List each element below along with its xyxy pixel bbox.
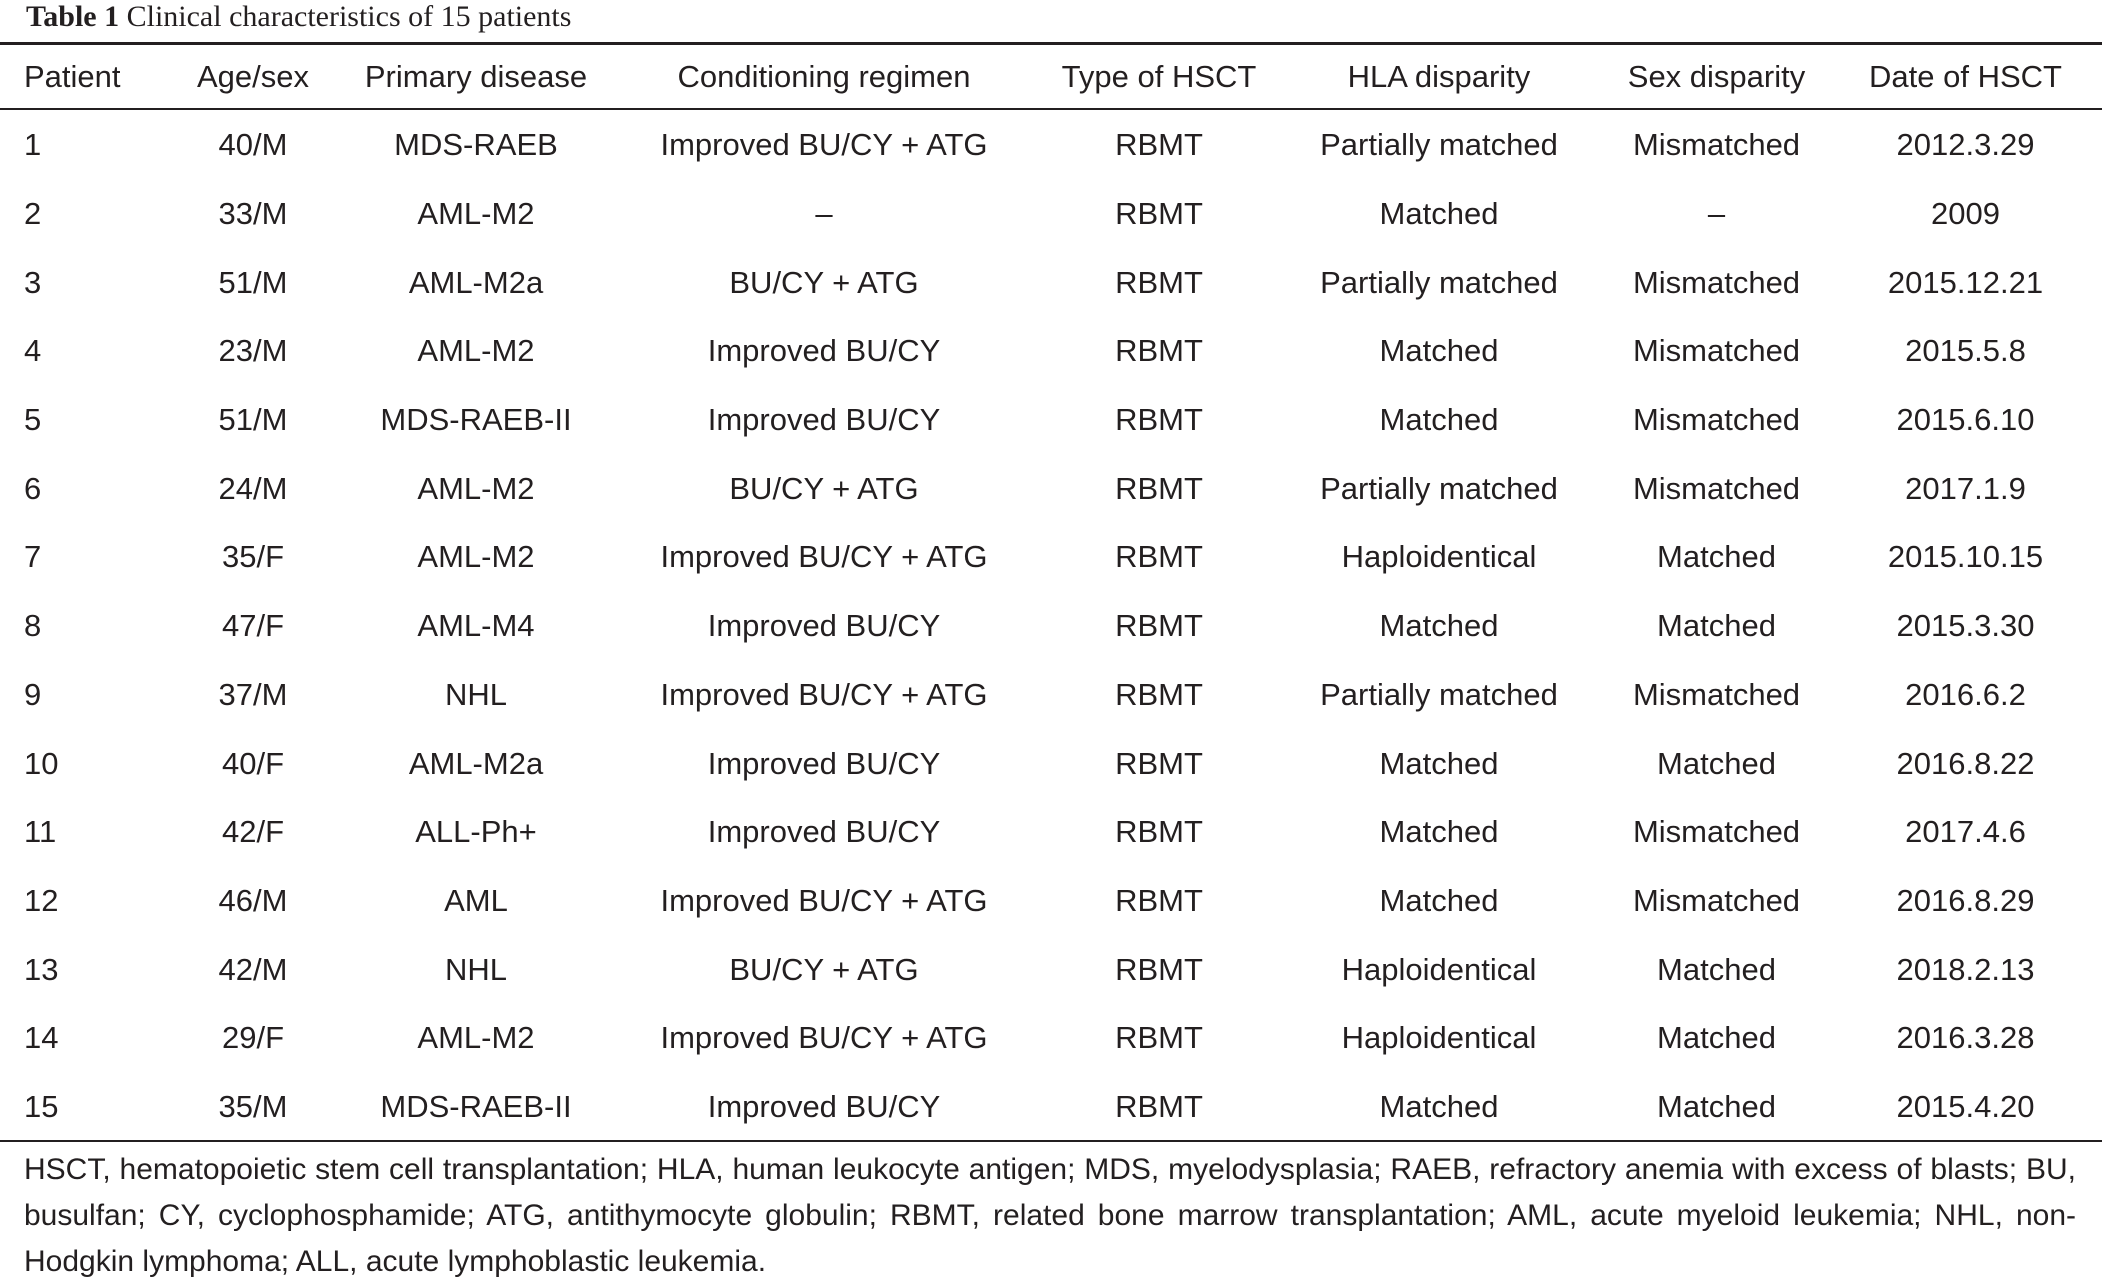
table-cell: BU/CY + ATG	[729, 951, 919, 987]
table-cell: Mismatched	[1632, 127, 1801, 163]
column-header: Age/sex	[196, 59, 309, 94]
table-cell: Haploidentical	[1341, 951, 1537, 987]
table-cell: 35/F	[221, 539, 285, 575]
table-cell: 2015.4.20	[1896, 1088, 2035, 1124]
table-cell: NHL	[444, 951, 507, 987]
table-cell: Mismatched	[1632, 676, 1801, 712]
table-cell: 12	[24, 882, 59, 918]
table-row	[0, 180, 2102, 249]
table-cell: 2016.6.2	[1905, 676, 2026, 712]
table-cell: Improved BU/CY + ATG	[660, 882, 988, 918]
table-cell: Improved BU/CY	[707, 608, 941, 644]
table-row	[0, 1004, 2102, 1073]
table-cell: 15	[24, 1088, 59, 1124]
table-cell: RBMT	[1115, 882, 1203, 918]
table-cell: Partially matched	[1320, 127, 1558, 163]
table-cell: RBMT	[1115, 264, 1203, 300]
table-cell: Matched	[1379, 196, 1499, 232]
table-cell: AML-M2a	[408, 264, 544, 300]
table-cell: Matched	[1657, 745, 1776, 781]
table-cell: –	[1707, 196, 1726, 232]
table-cell: Partially matched	[1320, 264, 1558, 300]
table-cell: RBMT	[1115, 814, 1203, 850]
table-cell: AML-M4	[417, 608, 535, 644]
table-cell: Matched	[1379, 1088, 1499, 1124]
table-cell: Mismatched	[1632, 814, 1801, 850]
table-cell: Improved BU/CY	[707, 814, 941, 850]
table-row	[0, 523, 2102, 592]
table-cell: Improved BU/CY + ATG	[660, 539, 988, 575]
table-cell: 2012.3.29	[1896, 127, 2035, 163]
table-title: Clinical characteristics of 15 patients	[126, 0, 572, 33]
table-caption	[26, 0, 571, 38]
table-row	[0, 798, 2102, 867]
column-header: Primary disease	[364, 59, 588, 94]
table-cell: RBMT	[1115, 745, 1203, 781]
table-cell: 2017.4.6	[1905, 814, 2026, 850]
table-cell: 42/M	[218, 951, 288, 987]
table-cell: 10	[24, 745, 59, 781]
table-row	[0, 867, 2102, 936]
table-cell: Improved BU/CY + ATG	[660, 127, 988, 163]
table-cell: 2015.10.15	[1887, 539, 2044, 575]
table-header-row	[0, 45, 2102, 109]
table-cell: Partially matched	[1320, 676, 1558, 712]
table-cell: Matched	[1379, 814, 1499, 850]
table-cell: 29/F	[221, 1020, 285, 1056]
table-cell: RBMT	[1115, 470, 1203, 506]
table-cell: RBMT	[1115, 951, 1203, 987]
table-cell: Mismatched	[1632, 264, 1801, 300]
table-cell: 42/F	[221, 814, 285, 850]
table-cell: MDS-RAEB-II	[380, 402, 572, 438]
column-header: HLA disparity	[1347, 59, 1531, 94]
table-cell: 23/M	[218, 333, 288, 369]
table-cell: –	[815, 196, 833, 232]
table-cell: Mismatched	[1632, 402, 1801, 438]
table-cell: 2	[24, 196, 42, 232]
table-row	[0, 1073, 2102, 1142]
table-cell: Matched	[1379, 333, 1499, 369]
table-cell: MDS-RAEB	[394, 127, 558, 163]
table-cell: Improved BU/CY + ATG	[660, 1020, 988, 1056]
table-footnote: HSCT, hematopoietic stem cell transplantation; HLA, human leukocyte antigen; MDS, myelodysplasia; RAEB, refractory anemia with excess of blasts; BU, busulfan; CY, cyclophosphamide; ATG, antithymocyte globulin; RBMT, related bone marrow transplantation; AML, acute myeloid leukemia; NHL, non-Hodgkin lymphoma; ALL, acute lymphoblastic leukemia.	[24, 1153, 2076, 1278]
table-row	[0, 935, 2102, 1004]
table-cell: 9	[24, 676, 42, 712]
table-cell: 2009	[1931, 196, 2000, 232]
table-cell: Matched	[1657, 608, 1776, 644]
table-cell: Haploidentical	[1341, 539, 1537, 575]
table-cell: Improved BU/CY	[707, 1088, 941, 1124]
table-cell: Matched	[1657, 951, 1776, 987]
table-cell: AML	[444, 882, 508, 918]
table-label: Table 1	[26, 0, 120, 33]
table-cell: 2015.3.30	[1896, 608, 2035, 644]
table-cell: NHL	[444, 676, 507, 712]
table-row	[0, 454, 2102, 523]
table-row	[0, 661, 2102, 730]
table-cell: 51/M	[218, 402, 288, 438]
table-cell: 6	[24, 470, 42, 506]
table-cell: Mismatched	[1632, 333, 1801, 369]
column-header: Patient	[24, 59, 121, 94]
clinical-characteristics-table	[0, 45, 2102, 1141]
table-cell: RBMT	[1115, 402, 1203, 438]
table-cell: Improved BU/CY	[707, 333, 941, 369]
column-header: Date of HSCT	[1869, 59, 2062, 94]
table-cell: 2018.2.13	[1896, 951, 2035, 987]
table-cell: 46/M	[218, 882, 288, 918]
table-cell: 40/F	[221, 745, 285, 781]
table-cell: Mismatched	[1632, 882, 1801, 918]
table-cell: RBMT	[1115, 127, 1203, 163]
table-cell: RBMT	[1115, 539, 1203, 575]
table-cell: 35/M	[218, 1088, 288, 1124]
table-cell: Improved BU/CY	[707, 745, 941, 781]
table-cell: 40/M	[218, 127, 288, 163]
table-cell: 13	[24, 951, 59, 987]
table-cell: Improved BU/CY + ATG	[660, 676, 988, 712]
table-cell: BU/CY + ATG	[729, 264, 919, 300]
table-cell: 2015.5.8	[1905, 333, 2026, 369]
table-cell: RBMT	[1115, 333, 1203, 369]
table-row	[0, 592, 2102, 661]
table-cell: ALL-Ph+	[415, 814, 537, 850]
table-cell: RBMT	[1115, 1088, 1203, 1124]
table-cell: Matched	[1379, 402, 1499, 438]
table-cell: Matched	[1379, 608, 1499, 644]
table-cell: Partially matched	[1320, 470, 1558, 506]
table-cell: Haploidentical	[1341, 1020, 1537, 1056]
table-cell: 24/M	[218, 470, 288, 506]
table-cell: RBMT	[1115, 608, 1203, 644]
table-cell: Matched	[1657, 1088, 1776, 1124]
table-cell: BU/CY + ATG	[729, 470, 919, 506]
table-cell: AML-M2	[417, 1020, 535, 1056]
table-cell: RBMT	[1115, 196, 1203, 232]
table-cell: Improved BU/CY	[707, 402, 941, 438]
table-cell: 1	[24, 127, 42, 163]
table-cell: AML-M2	[417, 333, 535, 369]
table-cell: 2016.3.28	[1896, 1020, 2035, 1056]
table-cell: 37/M	[218, 676, 288, 712]
table-row	[0, 729, 2102, 798]
table-cell: AML-M2a	[408, 745, 544, 781]
table-cell: 14	[24, 1020, 59, 1056]
table-cell: MDS-RAEB-II	[380, 1088, 572, 1124]
column-header: Conditioning regimen	[677, 59, 971, 94]
table-cell: Matched	[1379, 882, 1499, 918]
table-cell: 2015.12.21	[1887, 264, 2044, 300]
table-cell: 33/M	[218, 196, 288, 232]
table-cell: AML-M2	[417, 539, 535, 575]
table-cell: 2015.6.10	[1896, 402, 2035, 438]
table-cell: 4	[24, 333, 42, 369]
table-cell: 2017.1.9	[1905, 470, 2026, 506]
table-cell: Matched	[1657, 1020, 1776, 1056]
table-cell: Mismatched	[1632, 470, 1801, 506]
column-header: Type of HSCT	[1061, 59, 1257, 94]
table-cell: Matched	[1657, 539, 1776, 575]
table-row	[0, 109, 2102, 180]
table-row	[0, 386, 2102, 455]
table-cell: 7	[24, 539, 42, 575]
table-body	[0, 109, 2102, 1141]
table-cell: 11	[24, 814, 57, 850]
table-cell: 3	[24, 264, 42, 300]
table-cell: 5	[24, 402, 42, 438]
table-cell: 2016.8.22	[1896, 745, 2035, 781]
table-cell: 51/M	[218, 264, 288, 300]
table-row	[0, 317, 2102, 386]
table-cell: 8	[24, 608, 42, 644]
table-cell: 47/F	[221, 608, 285, 644]
table-row	[0, 248, 2102, 317]
table-cell: AML-M2	[417, 470, 535, 506]
table-cell: AML-M2	[417, 196, 535, 232]
table-cell: RBMT	[1115, 1020, 1203, 1056]
table-cell: RBMT	[1115, 676, 1203, 712]
table-cell: 2016.8.29	[1896, 882, 2035, 918]
column-header: Sex disparity	[1627, 59, 1806, 94]
table-cell: Matched	[1379, 745, 1499, 781]
